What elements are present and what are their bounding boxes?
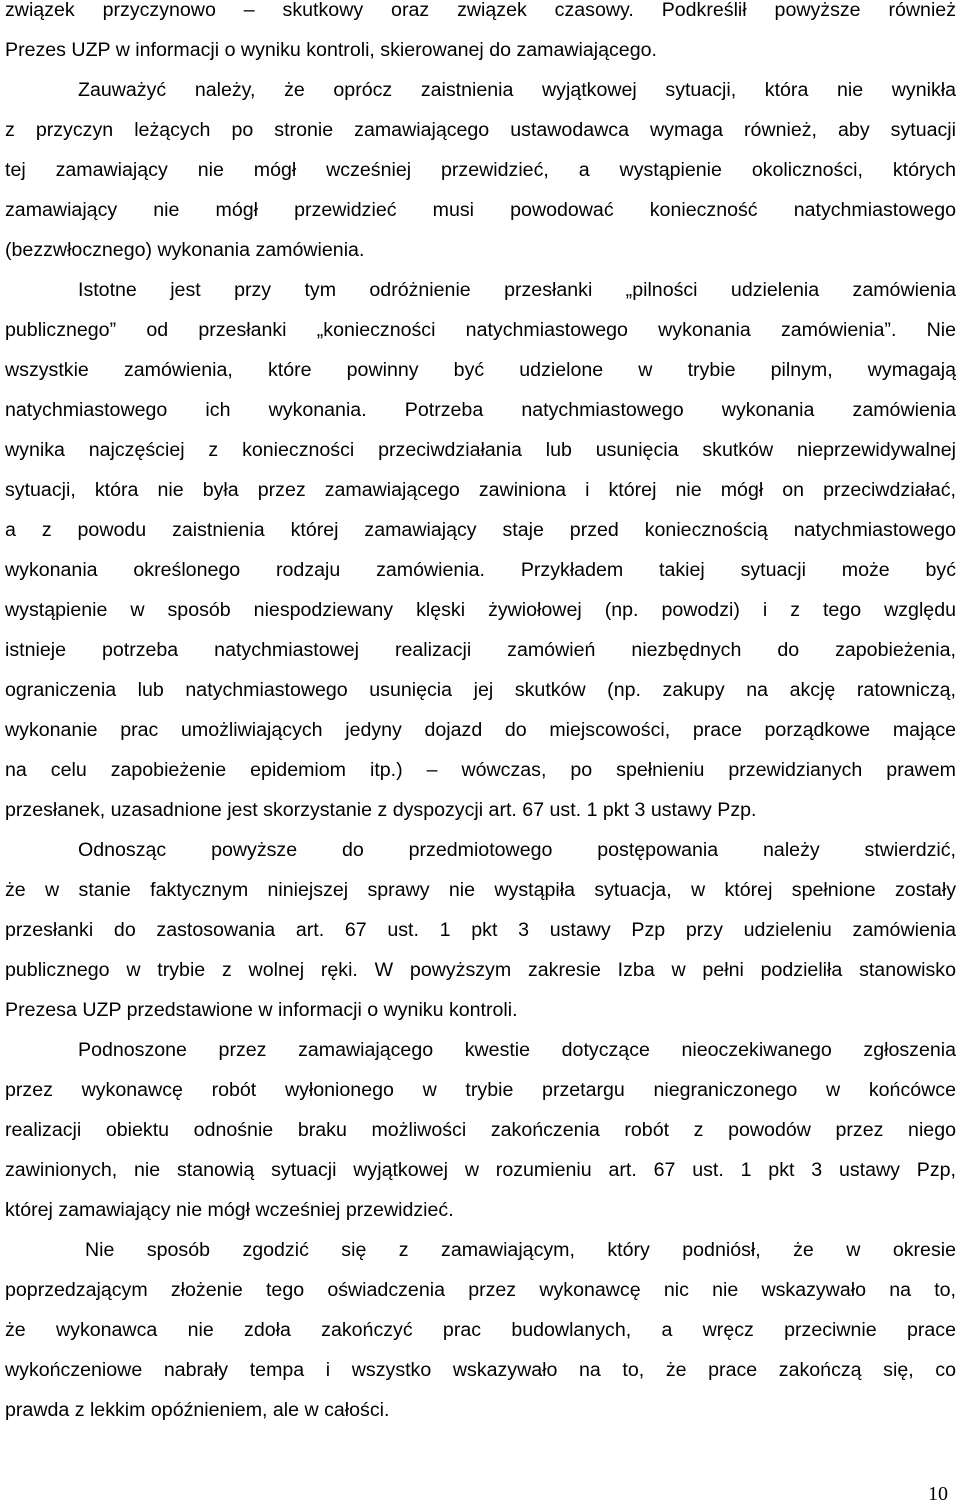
text-line: ograniczenia lub natychmiastowego usunięcia jej skutków (np. zakupy na akcję ratowniczą,: [5, 679, 956, 701]
text-line: Zauważyć należy, że oprócz zaistnienia wyjątkowej sytuacji, która nie wynikła: [78, 79, 956, 101]
text-line: publicznego w trybie z wolnej ręki. W powyższym zakresie Izba w pełni podzieliła stanowisko: [5, 959, 956, 981]
text-line: prawda z lekkim opóźnieniem, ale w całości.: [5, 1399, 390, 1421]
text-line: wystąpienie w sposób niespodziewany klęski żywiołowej (np. powodzi) i z tego względu: [5, 599, 956, 621]
text-line: że w stanie faktycznym niniejszej sprawy nie wystąpiła sytuacja, w której spełnione zostały: [5, 879, 956, 901]
text-line: Prezes UZP w informacji o wyniku kontroli, skierowanej do zamawiającego.: [5, 39, 657, 61]
text-line: zamawiający nie mógł przewidzieć musi powodować konieczność natychmiastowego: [5, 199, 956, 221]
text-line: (bezzwłocznego) wykonania zamówienia.: [5, 239, 365, 261]
text-line: wynika najczęściej z konieczności przeciwdziałania lub usunięcia skutków nieprzewidywalnej: [5, 439, 956, 461]
text-line: przesłanek, uzasadnione jest skorzystanie z dyspozycji art. 67 ust. 1 pkt 3 ustawy Pzp.: [5, 799, 757, 821]
page-number: 10: [928, 1483, 948, 1505]
text-line: przesłanki do zastosowania art. 67 ust. 1 pkt 3 ustawy Pzp przy udzieleniu zamówienia: [5, 919, 956, 941]
text-line: wykonanie prac umożliwiających jedyny dojazd do miejscowości, prace porządkowe mające: [5, 719, 956, 741]
text-line: wykonania określonego rodzaju zamówienia. Przykładem takiej sytuacji może być: [5, 559, 956, 581]
text-line: wykończeniowe nabrały tempa i wszystko wskazywało na to, że prace zakończą się, co: [5, 1359, 956, 1381]
text-line: poprzedzającym złożenie tego oświadczenia przez wykonawcę nic nie wskazywało na to,: [5, 1279, 956, 1301]
text-line: z przyczyn leżących po stronie zamawiającego ustawodawca wymaga również, aby sytuacji: [5, 119, 956, 141]
text-line: przez wykonawcę robót wyłonionego w trybie przetargu niegraniczonego w końcówce: [5, 1079, 956, 1101]
text-line: Odnosząc powyższe do przedmiotowego postępowania należy stwierdzić,: [78, 839, 956, 861]
text-line: na celu zapobieżenie epidemiom itp.) – wówczas, po spełnieniu przewidzianych prawem: [5, 759, 956, 781]
text-line: natychmiastowego ich wykonania. Potrzeba natychmiastowego wykonania zamówienia: [5, 399, 956, 421]
text-line: Istotne jest przy tym odróżnienie przesłanki „pilności udzielenia zamówienia: [78, 279, 956, 301]
text-line: Prezesa UZP przedstawione w informacji o wyniku kontroli.: [5, 999, 518, 1021]
text-line: istnieje potrzeba natychmiastowej realizacji zamówień niezbędnych do zapobieżenia,: [5, 639, 956, 661]
text-line: realizacji obiektu odnośnie braku możliwości zakończenia robót z powodów przez niego: [5, 1119, 956, 1141]
text-line: zawinionych, nie stanowią sytuacji wyjątkowej w rozumieniu art. 67 ust. 1 pkt 3 ustawy Pzp,: [5, 1159, 956, 1181]
text-line: a z powodu zaistnienia której zamawiający staje przed koniecznością natychmiastowego: [5, 519, 956, 541]
text-line: publicznego” od przesłanki „konieczności natychmiastowego wykonania zamówienia”. Nie: [5, 319, 956, 341]
text-line: związek przyczynowo – skutkowy oraz związek czasowy. Podkreślił powyższe również: [5, 0, 956, 21]
text-line: Nie sposób zgodzić się z zamawiającym, który podniósł, że w okresie: [85, 1239, 956, 1261]
text-line: Podnoszone przez zamawiającego kwestie dotyczące nieoczekiwanego zgłoszenia: [78, 1039, 956, 1061]
text-line: wszystkie zamówienia, które powinny być udzielone w trybie pilnym, wymagają: [5, 359, 956, 381]
text-line: że wykonawca nie zdoła zakończyć prac budowlanych, a wręcz przeciwnie prace: [5, 1319, 956, 1341]
text-line: tej zamawiający nie mógł wcześniej przewidzieć, a wystąpienie okoliczności, których: [5, 159, 956, 181]
text-line: której zamawiający nie mógł wcześniej przewidzieć.: [5, 1199, 454, 1221]
text-line: sytuacji, która nie była przez zamawiającego zawiniona i której nie mógł on przeciwdziałać,: [5, 479, 956, 501]
